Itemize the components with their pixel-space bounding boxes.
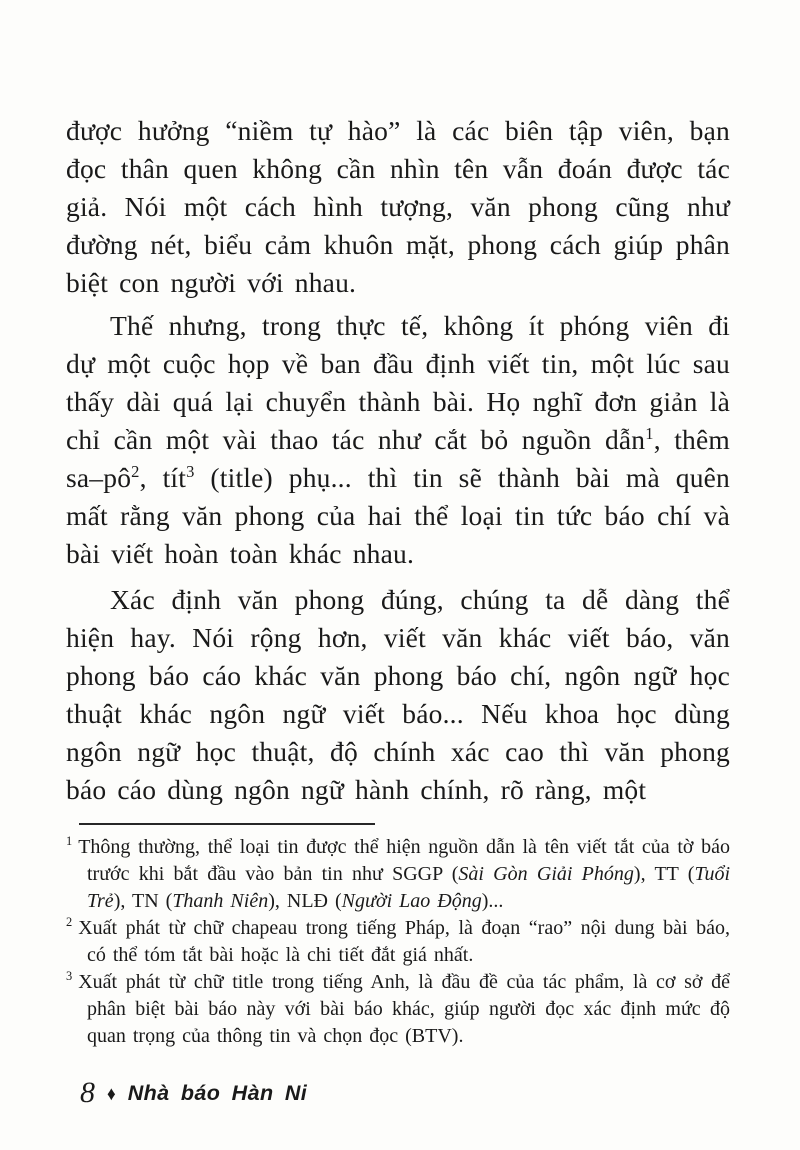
paragraph-continuation: được hưởng “niềm tự hào” là các biên tập viên, bạn đọc thân quen không cần nhìn tên vẫn đoán được tác giả. Nói một cách hình tượng, văn phong cũng như đường nét, biểu cảm khuôn mặt, phong cách giúp phân biệt con người với nhau. bbox=[66, 115, 730, 298]
footnote-text: Xuất phát từ chữ title trong tiếng Anh, là đầu đề của tác phẩm, là cơ sở để phân biệt bài báo này với bài báo khác, giúp người đọc xác định mức độ quan trọng của thông tin và chọn đọc (BTV). bbox=[78, 971, 730, 1047]
paragraph-text: , thêm sa–pô bbox=[66, 424, 730, 493]
footnote bbox=[66, 969, 730, 1050]
paragraph-text: (title) phụ... thì tin sẽ thành bài mà quên mất rằng văn phong của hai thể loại tin tức báo chí và bài viết hoàn toàn khác nhau. bbox=[66, 462, 730, 569]
footnote-divider bbox=[79, 823, 375, 825]
footnote-text-italic: Người Lao Động bbox=[341, 890, 482, 912]
footnote-text-italic: Sài Gòn Giải Phóng bbox=[458, 863, 634, 885]
footnote-text: ), NLĐ ( bbox=[268, 890, 342, 912]
footnote-text-italic: Tuổi Trẻ bbox=[87, 863, 731, 912]
footnote-marker-1: 1 bbox=[66, 834, 73, 849]
footnote-marker-2: 2 bbox=[66, 915, 73, 930]
footnote-ref-3: 3 bbox=[186, 461, 195, 481]
page-number: 8 bbox=[80, 1076, 95, 1109]
book-title: Nhà báo Hàn Ni bbox=[127, 1081, 308, 1105]
footnote-ref-2: 2 bbox=[131, 461, 140, 481]
footnote bbox=[66, 834, 730, 915]
footnote-ref-1: 1 bbox=[645, 423, 654, 443]
footnote-marker-3: 3 bbox=[66, 969, 73, 984]
footnote-text: Xuất phát từ chữ chapeau trong tiếng Pháp, là đoạn “rao” nội dung bài báo, có thể tóm tắt bài hoặc là chi tiết đắt giá nhất. bbox=[78, 917, 730, 966]
footnote-text-italic: Thanh Niên bbox=[172, 890, 269, 912]
paragraph bbox=[66, 307, 730, 573]
diamond-icon: ♦ bbox=[107, 1082, 116, 1104]
footnote-text: ), TT ( bbox=[633, 863, 695, 885]
page-footer bbox=[80, 1078, 307, 1108]
page-text-column bbox=[66, 0, 730, 1050]
paragraph-text: Thế nhưng, trong thực tế, không ít phóng viên đi dự một cuộc họp về ban đầu định viết tin, một lúc sau thấy dài quá lại chuyển thành bài. Họ nghĩ đơn giản là chỉ cần một vài thao tác như cắt bỏ nguồn dẫn bbox=[66, 310, 730, 455]
footnotes-section bbox=[66, 834, 730, 1050]
footnote-text: ), TN ( bbox=[113, 890, 173, 912]
footnote-text: Thông thường, thể loại tin được thể hiện nguồn dẫn là tên viết tắt của tờ báo trước khi bắt đầu vào bản tin như SGGP ( bbox=[78, 836, 730, 885]
paragraph: Xác định văn phong đúng, chúng ta dễ dàng thể hiện hay. Nói rộng hơn, viết văn khác viết báo, văn phong báo cáo khác văn phong báo chí, ngôn ngữ học thuật khác ngôn ngữ viết báo... Nếu khoa học dùng ngôn ngữ học thuật, độ chính xác cao thì văn phong báo cáo dùng ngôn ngữ hành chính, rõ ràng, một bbox=[66, 584, 730, 805]
footnote bbox=[66, 915, 730, 969]
footnote-text: )... bbox=[481, 890, 504, 912]
paragraph-text: , tít bbox=[139, 462, 187, 493]
